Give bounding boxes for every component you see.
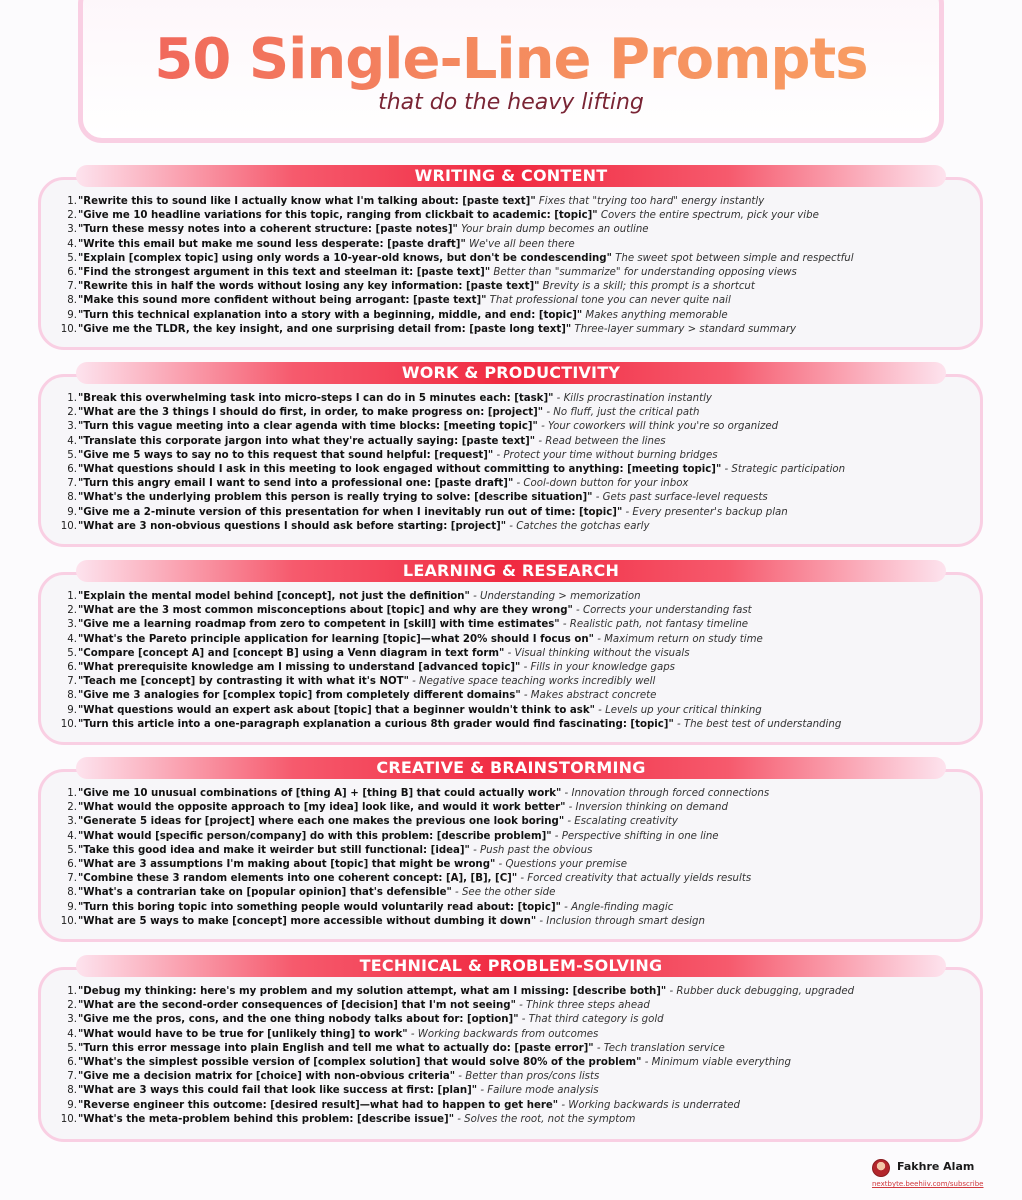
- prompt-description: - Visual thinking without the visuals: [504, 647, 690, 659]
- avatar: [872, 1159, 890, 1177]
- list-item: [38, 1099, 983, 1113]
- prompt-description: - Gets past surface-level requests: [592, 492, 768, 504]
- item-number: 4.: [67, 238, 77, 250]
- item-number: 2.: [67, 802, 77, 814]
- prompt-description: Your brain dump becomes an outline: [457, 224, 649, 236]
- list-item: [38, 689, 983, 703]
- prompt-description: - Working backwards is underrated: [558, 1099, 741, 1111]
- prompt-text: "Give me 5 ways to say no to this request that sound helpful: [request]": [78, 449, 494, 461]
- prompt-text: "Give me a decision matrix for [choice] with non-obvious criteria": [78, 1071, 456, 1083]
- prompt-description: - See the other side: [451, 887, 556, 899]
- list-item: [38, 1056, 983, 1070]
- list-item: [38, 252, 983, 266]
- prompt-text: "Generate 5 ideas for [project] where each one makes the previous one look boring": [78, 816, 565, 828]
- prompt-text: "Combine these 3 random elements into one coherent concept: [A], [B], [C]": [78, 873, 518, 885]
- list-item: [38, 718, 983, 732]
- prompt-text: "Give me a learning roadmap from zero to competent in [skill] with time estimates": [78, 619, 560, 631]
- list-item: [38, 661, 983, 675]
- item-number: 5.: [67, 252, 77, 264]
- item-number: 8.: [67, 492, 77, 504]
- prompt-description: - No fluff, just the critical path: [543, 407, 700, 419]
- prompt-description: - Your coworkers will think you're so organized: [537, 421, 779, 433]
- prompt-description: Three-layer summary > standard summary: [571, 323, 797, 335]
- section-header: [76, 757, 946, 779]
- prompt-description: Fixes that "trying too hard" energy instantly: [535, 196, 765, 207]
- item-number: 3.: [67, 619, 77, 631]
- list-item: [38, 238, 983, 252]
- prompt-description: - Protect your time without burning bridges: [493, 449, 718, 461]
- list-item: [38, 1084, 983, 1098]
- prompt-text: "Give me 10 unusual combinations of [thing A] + [thing B] that could actually work": [78, 788, 562, 799]
- section-heading: WORK & PRODUCTIVITY: [401, 363, 621, 382]
- prompt-description: - Solves the root, not the symptom: [454, 1113, 636, 1125]
- item-number: 9.: [67, 309, 77, 321]
- prompt-text: "What's the Pareto principle application for learning [topic]—what 20% should I focus on": [78, 633, 594, 645]
- section-heading: TECHNICAL & PROBLEM-SOLVING: [359, 956, 663, 975]
- item-number: 2.: [67, 407, 77, 419]
- prompt-list: [38, 985, 983, 1127]
- list-item: [38, 294, 983, 308]
- item-number: 6.: [67, 661, 77, 673]
- prompt-description: - Think three steps ahead: [515, 1000, 650, 1012]
- item-number: 6.: [67, 1056, 77, 1068]
- item-number: 8.: [67, 1085, 77, 1097]
- list-item: [38, 209, 983, 223]
- prompt-text: "Turn this technical explanation into a story with a beginning, middle, and end: [topic]": [78, 309, 583, 321]
- list-item: [38, 280, 983, 294]
- list-item: [38, 323, 983, 337]
- item-number: 4.: [67, 633, 77, 645]
- prompt-description: - The best test of understanding: [673, 718, 842, 730]
- prompt-text: "What's the underlying problem this person is really trying to solve: [describe situation]": [78, 492, 593, 504]
- list-item: [38, 787, 983, 801]
- list-item: [38, 309, 983, 323]
- list-item: [38, 999, 983, 1013]
- prompt-text: "What are the 3 things I should do first, in order, to make progress on: [project]": [78, 407, 544, 419]
- prompt-description: - Push past the obvious: [469, 844, 593, 856]
- list-item: [38, 858, 983, 872]
- list-item: [38, 392, 983, 406]
- item-number: 8.: [67, 295, 77, 307]
- item-number: 4.: [67, 1028, 77, 1040]
- item-number: 1.: [67, 986, 77, 997]
- list-item: [38, 195, 983, 209]
- prompt-text: "What's a contrarian take on [popular opinion] that's defensible": [78, 887, 452, 899]
- item-number: 3.: [67, 224, 77, 236]
- prompt-text: "Give me the pros, cons, and the one thing nobody talks about for: [option]": [78, 1014, 519, 1026]
- prompt-description: - Questions your premise: [495, 858, 627, 870]
- item-number: 10.: [60, 520, 77, 532]
- item-number: 1.: [67, 196, 77, 207]
- list-item: [38, 1070, 983, 1084]
- item-number: 9.: [67, 704, 77, 716]
- list-item: [38, 491, 983, 505]
- list-item: [38, 223, 983, 237]
- prompt-description: - Forced creativity that actually yields results: [517, 873, 752, 885]
- prompt-description: - Fills in your knowledge gaps: [520, 661, 675, 673]
- section-header: [76, 560, 946, 582]
- list-item: [38, 449, 983, 463]
- item-number: 3.: [67, 816, 77, 828]
- list-item: [38, 1028, 983, 1042]
- prompt-text: "Explain [complex topic] using only words a 10-year-old knows, but don't be condescending": [78, 252, 612, 264]
- item-number: 10.: [60, 915, 77, 927]
- prompt-text: "What prerequisite knowledge am I missing to understand [advanced topic]": [78, 661, 521, 673]
- prompt-text: "What are 3 non-obvious questions I should ask before starting: [project]": [78, 520, 507, 532]
- prompt-list: [38, 590, 983, 732]
- prompt-description: - Tech translation service: [593, 1042, 725, 1054]
- item-number: 10.: [60, 1113, 77, 1125]
- prompt-text: "Turn this article into a one-paragraph explanation a curious 8th grader would find fascinating: [topic]": [78, 718, 674, 730]
- list-item: [38, 590, 983, 604]
- section-heading: CREATIVE & BRAINSTORMING: [376, 758, 646, 777]
- title-card: [78, 0, 944, 143]
- list-item: [38, 872, 983, 886]
- author-footer: [872, 1157, 992, 1193]
- page-title: 50 Single-Line Prompts: [83, 27, 939, 93]
- prompt-description: Makes anything memorable: [582, 309, 728, 321]
- prompt-text: "What questions should I ask in this meeting to look engaged without committing to anything: [meeting topic]": [78, 463, 722, 475]
- item-number: 6.: [67, 266, 77, 278]
- prompt-text: "Turn this vague meeting into a clear agenda with time blocks: [meeting topic]": [78, 421, 538, 433]
- list-item: [38, 420, 983, 434]
- prompt-text: "What would have to be true for [unlikely thing] to work": [78, 1028, 408, 1040]
- item-number: 7.: [67, 281, 77, 293]
- item-number: 6.: [67, 463, 77, 475]
- list-item: [38, 1013, 983, 1027]
- prompt-description: - Escalating creativity: [564, 816, 678, 828]
- list-item: [38, 266, 983, 280]
- prompt-description: - Working backwards from outcomes: [407, 1028, 599, 1040]
- prompt-description: - Innovation through forced connections: [561, 788, 770, 799]
- prompt-description: - Negative space teaching works incredibly well: [408, 676, 656, 688]
- prompt-text: "Give me the TLDR, the key insight, and one surprising detail from: [paste long text]": [78, 323, 572, 335]
- section-header: [76, 165, 946, 187]
- section-heading: WRITING & CONTENT: [414, 166, 608, 185]
- prompt-text: "What are the second-order consequences of [decision] that I'm not seeing": [78, 1000, 516, 1012]
- item-number: 4.: [67, 435, 77, 447]
- item-number: 5.: [67, 1042, 77, 1054]
- prompt-description: - That third category is gold: [518, 1014, 664, 1026]
- item-number: 1.: [67, 591, 77, 602]
- item-number: 5.: [67, 647, 77, 659]
- item-number: 9.: [67, 1099, 77, 1111]
- prompt-description: - Levels up your critical thinking: [594, 704, 762, 716]
- prompt-list: [38, 392, 983, 534]
- prompt-description: - Inclusion through smart design: [536, 915, 705, 927]
- item-number: 1.: [67, 788, 77, 799]
- item-number: 10.: [60, 718, 77, 730]
- section-heading: LEARNING & RESEARCH: [402, 561, 620, 580]
- prompt-description: - Rubber duck debugging, upgraded: [666, 986, 855, 997]
- prompt-description: - Better than pros/cons lists: [455, 1071, 600, 1083]
- list-item: [38, 985, 983, 999]
- item-number: 4.: [67, 830, 77, 842]
- list-item: [38, 901, 983, 915]
- prompt-description: - Failure mode analysis: [477, 1085, 599, 1097]
- prompt-text: "What questions would an expert ask about [topic] that a beginner wouldn't think to ask": [78, 704, 595, 716]
- prompt-description: - Inversion thinking on demand: [565, 802, 728, 814]
- list-item: [38, 830, 983, 844]
- list-item: [38, 915, 983, 929]
- prompt-text: "Turn this boring topic into something people would voluntarily read about: [topic]": [78, 901, 561, 913]
- prompt-text: "What would [specific person/company] do with this problem: [describe problem]": [78, 830, 552, 842]
- prompt-description: - Read between the lines: [535, 435, 666, 447]
- item-number: 8.: [67, 690, 77, 702]
- page-subtitle: that do the heavy lifting: [378, 90, 644, 115]
- item-number: 9.: [67, 506, 77, 518]
- prompt-description: - Perspective shifting in one line: [551, 830, 719, 842]
- prompt-text: "Compare [concept A] and [concept B] using a Venn diagram in text form": [78, 647, 505, 659]
- item-number: 5.: [67, 844, 77, 856]
- item-number: 3.: [67, 421, 77, 433]
- prompt-text: "Find the strongest argument in this text and steelman it: [paste text]": [78, 266, 491, 278]
- subscribe-link[interactable]: nextbyte.beehiiv.com/subscribe: [872, 1180, 984, 1188]
- prompt-description: - Makes abstract concrete: [520, 690, 657, 702]
- prompt-text: "Translate this corporate jargon into what they're actually saying: [paste text]": [78, 435, 536, 447]
- prompt-description: We've all been there: [465, 238, 575, 250]
- prompt-description: - Realistic path, not fantasy timeline: [559, 619, 749, 631]
- section-header: [76, 362, 946, 384]
- prompt-description: - Minimum viable everything: [641, 1056, 791, 1068]
- list-item: [38, 604, 983, 618]
- prompt-description: - Catches the gotchas early: [506, 520, 650, 532]
- list-item: [38, 463, 983, 477]
- prompt-text: "Turn these messy notes into a coherent structure: [paste notes]": [78, 224, 458, 236]
- item-number: 2.: [67, 210, 77, 222]
- prompt-text: "What are 3 assumptions I'm making about [topic] that might be wrong": [78, 858, 496, 870]
- prompt-description: - Strategic participation: [721, 463, 846, 475]
- item-number: 9.: [67, 901, 77, 913]
- list-item: [38, 801, 983, 815]
- list-item: [38, 886, 983, 900]
- prompt-text: "What's the simplest possible version of [complex solution] that would solve 80% of the problem": [78, 1056, 642, 1068]
- section-header: [76, 955, 946, 977]
- item-number: 5.: [67, 449, 77, 461]
- prompt-text: "Rewrite this to sound like I actually know what I'm talking about: [paste text]": [78, 196, 536, 207]
- list-item: [38, 477, 983, 491]
- item-number: 3.: [67, 1014, 77, 1026]
- list-item: [38, 815, 983, 829]
- prompt-text: "Rewrite this in half the words without losing any key information: [paste text]": [78, 281, 540, 293]
- prompt-text: "Reverse engineer this outcome: [desired result]—what had to happen to get here": [78, 1099, 559, 1111]
- list-item: [38, 435, 983, 449]
- prompt-description: - Maximum return on study time: [593, 633, 763, 645]
- list-item: [38, 406, 983, 420]
- prompt-description: - Kills procrastination instantly: [553, 393, 712, 404]
- list-item: [38, 618, 983, 632]
- item-number: 10.: [60, 323, 77, 335]
- item-number: 6.: [67, 858, 77, 870]
- prompt-description: - Cool-down button for your inbox: [513, 478, 689, 490]
- prompt-description: Covers the entire spectrum, pick your vibe: [597, 210, 819, 222]
- prompt-text: "Give me a 2-minute version of this presentation for when I inevitably run out of time: [topic]": [78, 506, 623, 518]
- list-item: [38, 844, 983, 858]
- list-item: [38, 520, 983, 534]
- author-name: Fakhre Alam: [897, 1160, 975, 1173]
- prompt-text: "Give me 10 headline variations for this topic, ranging from clickbait to academic: [topic]": [78, 210, 598, 222]
- prompt-list: [38, 787, 983, 929]
- prompt-text: "What are the 3 most common misconceptions about [topic] and why are they wrong": [78, 605, 573, 617]
- item-number: 2.: [67, 605, 77, 617]
- item-number: 7.: [67, 1071, 77, 1083]
- list-item: [38, 1113, 983, 1127]
- list-item: [38, 704, 983, 718]
- prompt-text: "Debug my thinking: here's my problem and my solution attempt, what am I missing: [describe both]": [78, 986, 667, 997]
- item-number: 2.: [67, 1000, 77, 1012]
- prompt-description: - Every presenter's backup plan: [622, 506, 788, 518]
- list-item: [38, 1042, 983, 1056]
- prompt-text: "Break this overwhelming task into micro-steps I can do in 5 minutes each: [task]": [78, 393, 554, 404]
- prompt-description: - Understanding > memorization: [469, 591, 641, 602]
- list-item: [38, 675, 983, 689]
- item-number: 7.: [67, 873, 77, 885]
- prompt-description: Brevity is a skill; this prompt is a shortcut: [539, 281, 755, 293]
- prompt-text: "Take this good idea and make it weirder but still functional: [idea]": [78, 844, 470, 856]
- prompt-description: - Angle-finding magic: [560, 901, 674, 913]
- prompt-text: "What are 3 ways this could fail that look like success at first: [plan]": [78, 1085, 478, 1097]
- prompt-text: "Turn this angry email I want to send into a professional one: [paste draft]": [78, 478, 514, 490]
- list-item: [38, 647, 983, 661]
- prompt-text: "Turn this error message into plain English and tell me what to actually do: [paste error]": [78, 1042, 594, 1054]
- prompt-text: "What are 5 ways to make [concept] more accessible without dumbing it down": [78, 915, 537, 927]
- prompt-text: "Give me 3 analogies for [complex topic] from completely different domains": [78, 690, 521, 702]
- prompt-text: "What would the opposite approach to [my idea] look like, and would it work better": [78, 802, 566, 814]
- prompt-text: "What's the meta-problem behind this problem: [describe issue]": [78, 1113, 454, 1125]
- list-item: [38, 506, 983, 520]
- prompt-list: [38, 195, 983, 337]
- prompt-text: "Teach me [concept] by contrasting it with what it's NOT": [78, 676, 409, 688]
- prompt-text: "Make this sound more confident without being arrogant: [paste text]": [78, 295, 487, 307]
- item-number: 1.: [67, 393, 77, 404]
- prompt-text: "Write this email but make me sound less desperate: [paste draft]": [78, 238, 466, 250]
- prompt-description: Better than "summarize" for understanding opposing views: [490, 266, 797, 278]
- list-item: [38, 633, 983, 647]
- item-number: 7.: [67, 676, 77, 688]
- prompt-description: The sweet spot between simple and respectful: [611, 252, 854, 264]
- item-number: 7.: [67, 478, 77, 490]
- prompt-description: - Corrects your understanding fast: [572, 605, 752, 617]
- prompt-description: That professional tone you can never quite nail: [486, 295, 731, 307]
- prompt-text: "Explain the mental model behind [concept], not just the definition": [78, 591, 470, 602]
- item-number: 8.: [67, 887, 77, 899]
